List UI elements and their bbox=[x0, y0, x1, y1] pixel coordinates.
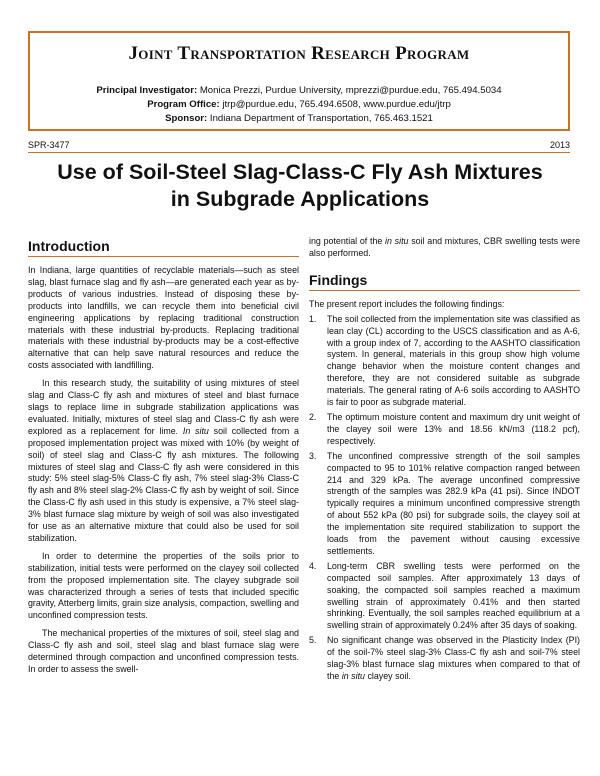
intro-cont-text-b: soil and mixtures, CBR swelling tests were also performed. bbox=[309, 236, 581, 258]
right-column bbox=[309, 236, 580, 686]
page-title bbox=[20, 159, 580, 213]
sponsor-value: Indiana Department of Transportation, 765.463.1521 bbox=[209, 113, 433, 124]
finding-text: Long-term CBR swelling tests were performed on the compacted soil samples. After approximately 13 days of soaking, the compacted soil samples reached a maximum swelling strain of approximately 0.41% and then started shrinking. Eventually, the soil samples reached equilibrium at a swelling strain of approximately 0.24% after 35 days of soaking. bbox=[327, 560, 580, 631]
finding-number: 2. bbox=[309, 411, 317, 422]
finding-text: The soil collected from the implementation site was classified as lean clay (CL) according to the USCS classification and as A-6, with a group index of 7, according to the AASHTO classification system. In general, materials in this group show high volume change behavior when the moisture content changes and therefore, they are not considered suitable as subgrade materials. The general rating of A-6 soils according to AASHTO is fair to poor as subgrade material. bbox=[327, 313, 580, 408]
finding-text-b: clayey soil. bbox=[365, 671, 411, 681]
intro-cont-italic: in situ bbox=[385, 236, 409, 246]
intro-paragraph-3: In order to determine the properties of the soils prior to stabilization, initial tests were performed on the clayey soil collected from the proposed implementation site. The clayey subgrade soil was characterized through a series of tests that included specific gravity, Atterberg limits, grain size analysis, compaction, swelling and unconfined compression tests. bbox=[28, 550, 299, 621]
finding-number: 4. bbox=[309, 560, 317, 571]
finding-item bbox=[309, 412, 580, 448]
finding-text: The optimum moisture content and maximum dry unit weight of the clayey soil were 13% and 18.56 kN/m3 (118.2 pcf), respectively. bbox=[327, 411, 580, 446]
office-value: jtrp@purdue.edu, 765.494.6508, www.purdue.edu/jtrp bbox=[222, 99, 451, 110]
pi-label: Principal Investigator: bbox=[96, 85, 198, 96]
introduction-heading: Introduction bbox=[28, 238, 299, 257]
principal-investigator-line bbox=[30, 85, 568, 96]
finding-text-a: No significant change was observed in the Plasticity Index (PI) of the soil-7% steel slag-3% Class-C fly ash and soil-7% steel slag-3% blast furnace slag mixtures when compared to that of the bbox=[327, 635, 580, 681]
finding-number: 5. bbox=[309, 635, 317, 646]
finding-item bbox=[309, 561, 580, 632]
intro-continued bbox=[309, 236, 580, 260]
pi-value: Monica Prezzi, Purdue University, mprezzi@purdue.edu, 765.494.5034 bbox=[199, 85, 502, 96]
report-year: 2013 bbox=[549, 140, 570, 150]
report-id: SPR-3477 bbox=[28, 140, 70, 150]
intro-p2-italic: In situ bbox=[182, 425, 209, 436]
findings-heading: Findings bbox=[309, 272, 580, 291]
program-header-box bbox=[28, 31, 570, 131]
finding-number: 1. bbox=[309, 313, 317, 324]
title-line-2: in Subgrade Applications bbox=[170, 187, 430, 211]
program-title: Joint Transportation Research Program bbox=[128, 43, 470, 64]
title-line-1: Use of Soil-Steel Slag-Class-C Fly Ash Mixtures bbox=[57, 160, 543, 184]
office-label: Program Office: bbox=[147, 99, 220, 110]
sponsor-label: Sponsor: bbox=[165, 113, 208, 124]
sponsor-line bbox=[30, 113, 568, 124]
finding-item bbox=[309, 635, 580, 683]
title-divider bbox=[28, 152, 570, 153]
intro-paragraph-2 bbox=[28, 378, 299, 545]
program-office-line bbox=[30, 99, 568, 110]
finding-item bbox=[309, 451, 580, 558]
intro-paragraph-4: The mechanical properties of the mixtures of soil, steel slag and Class-C fly ash and soil, steel slag and blast furnace slag were determined through compaction and unconfined compression tests. In order to assess the swell- bbox=[28, 628, 299, 674]
intro-cont-text-a: ing potential of the bbox=[309, 236, 386, 246]
findings-list bbox=[309, 314, 580, 683]
intro-paragraph-1: In Indiana, large quantities of recyclable materials—such as steel slag, blast furnace slag and fly ash—are generated each year as by-products of various industries. Instead of disposing these by-products into landfills, we can recycle them into beneficial civil engineering applications by replacing traditional construction materials with these industrial by-products. Replacing traditional materials with these industrial by-products may be a cost-effective alternative that can help save natural resources and reduce the costs associated with landfilling. bbox=[28, 265, 299, 371]
finding-item bbox=[309, 314, 580, 409]
findings-intro: The present report includes the following findings: bbox=[309, 298, 505, 309]
finding-text-italic: in situ bbox=[341, 671, 365, 681]
finding-number: 3. bbox=[309, 450, 317, 461]
finding-text: The unconfined compressive strength of the soil samples compacted to 95 to 101% relative compaction ranged between 214 and 329 kPa. The average unconfined compressive strength of the samples was 282.9 kPa (41 psi). Since INDOT typically requires a minimum unconfined compressive strength of about 552 kPa (80 psi) for subgrade soils, the clayey soil at the implementation site required stabilization to support the loads from the pavement without causing excessive settlements. bbox=[327, 450, 580, 556]
intro-p2-text-b: soil collected from a proposed implementation project was mixed with 10% (by weight of soil) of steel slag and Class-C fly ash mixtures. The following mixtures of steel slag and Class-C fly ash were considered in this study: 5% steel slag-5% Class-C fly ash, 7% steel slag-3% Class-C fly ash and 8% steel slag-2% Class-C fly ash by weight of soil. Since the Class-C fly ash used in this study is expensive, a 7% steel slag-3% blast furnace slag mixture by weigh of soil was also investigated for use as an alternative mixture that could also be used for soil stabilization. bbox=[28, 425, 299, 543]
left-column bbox=[28, 238, 299, 682]
intro-p2-text-a: In this research study, the suitability of using mixtures of steel slag and Class-C fly ash and mixtures of steel and blast furnace slags to replace lime in subgrade stabilization applications was evaluated. Initially, mixtures of steel slag and Class-C fly ash were explored as a replacement for lime. bbox=[28, 378, 299, 436]
